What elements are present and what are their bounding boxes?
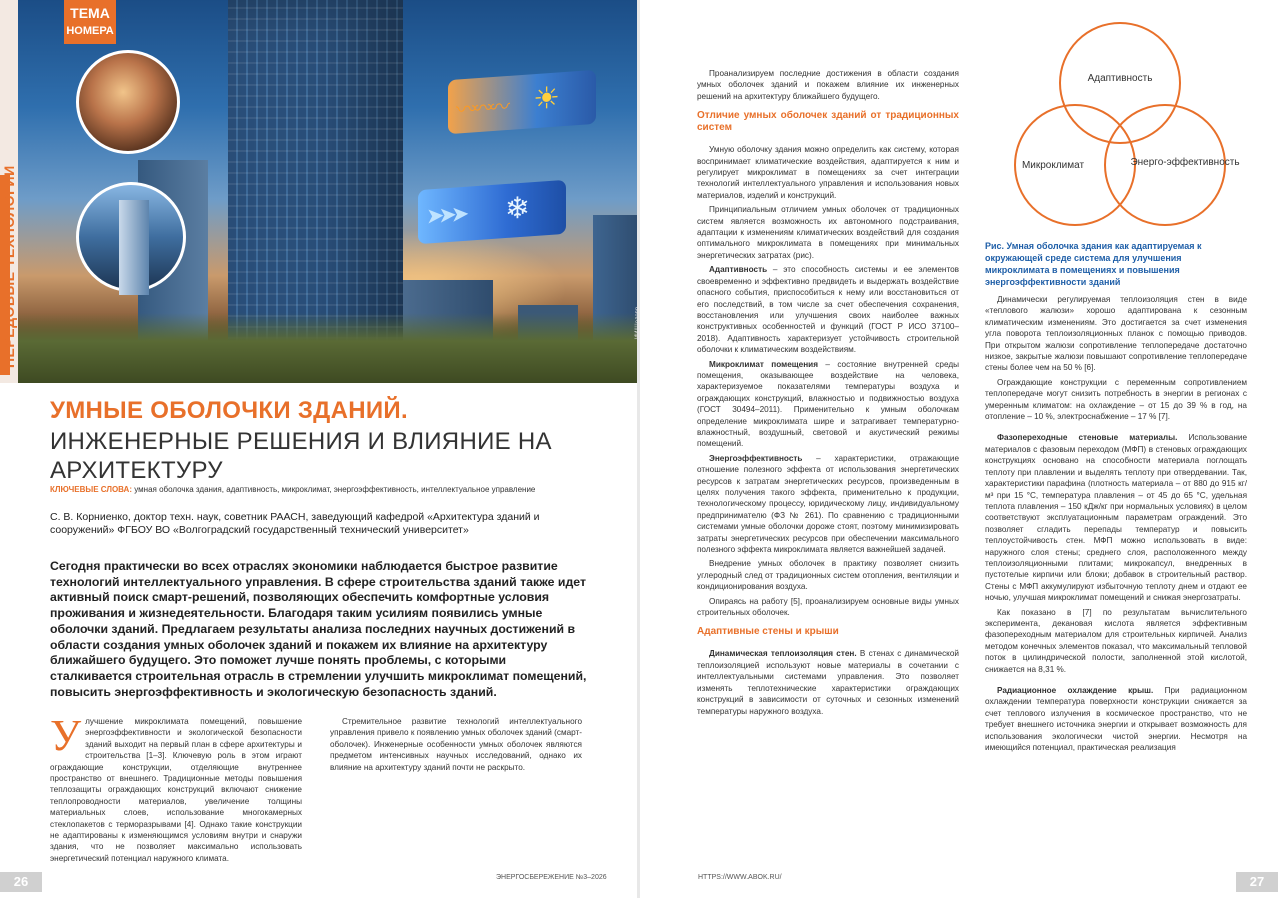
term: Энергоэффективность: [709, 453, 803, 463]
column-4: [985, 294, 1247, 756]
paragraph: Умную оболочку здания можно определить как систему, которая воспринимает климатические воздействия, адаптируется к ним и регулирует микроклимат в помещениях за счет интеграции технологий интеллектуального управления и использования новых материалов, изделий и конструкций.: [697, 145, 959, 200]
inset-image-atrium: [76, 50, 180, 154]
heat-panel: [448, 70, 596, 134]
keywords-label: КЛЮЧЕВЫЕ СЛОВА:: [50, 485, 132, 494]
lead-paragraph: Сегодня практически во всех отраслях экономики наблюдается быстрое развитие технологий интеллектуального управления. В сфере строительства зданий также идет активный поиск смарт-решений, позволяющих обеспечить комфортные условия проживания и жизнедеятельности. Благодаря таким усилиям появились умные оболочки зданий. Предлагаем результаты анализа последних научных достижений в области создания умных оболочек зданий и покажем их влияние на архитектуру ближайшего будущего. Это поможет лучше понять проблемы, с которыми сталкивается строительная отрасль в стремлении улучшить микроклимат помещений, повысить энергоэффективность и экологическую безопасность зданий.: [50, 559, 587, 699]
column-2: [330, 716, 582, 776]
drop-cap: У: [50, 711, 82, 760]
term: Радиационное охлаждение крыш.: [997, 686, 1154, 695]
paragraph: [697, 648, 959, 716]
right-page: [640, 0, 1278, 898]
section-vertical-label: ПЕРЕДОВЫЕ ТЕХНОЛОГИИ: [1, 165, 17, 368]
author: С. В. Корниенко, доктор техн. наук, советник РААСН, заведующий кафедрой «Архитектура зданий и сооружений» ФГБОУ ВО «Волгоградский государственный технический университет»: [50, 511, 540, 536]
term: Микроклимат помещения: [709, 359, 818, 369]
article-title: УМНЫЕ ОБОЛОЧКИ ЗДАНИЙ.: [50, 397, 408, 424]
venn-label-adaptivity: Адаптивность: [1087, 73, 1153, 84]
definition: – это способность системы и ее элементов своевременно и эффективно предвидеть и выдержать воздействие опасного события, приспособиться к нему или восстановиться от его последствий, в том числе за счет обеспечения сохранения, восстановления или улучшения своих наиболее важных конструктивных особенностей и функций (ГОСТ Р ИСО 37100–2018). Адаптивность характеризует устойчивость строительной оболочки к климатическим воздействиям.: [697, 265, 959, 355]
definition: В стенах с динамической теплоизоляцией используют новые материалы в сочетании с интеллектуальными системами управления. Это позволяет изменять теплотехнические характеристики ограждающих конструкций в зависимости от суточных и сезонных изменений температуры наружного воздуха.: [697, 649, 959, 716]
paragraph: [697, 264, 959, 355]
definition: – состояние внутренней среды помещения, оказывающее воздействие на человека, характеризуемое показателями температуры воздуха и ограждающих конструкций, влажностью и подвижностью воздуха (ГОСТ 30494–2011). Применительно к умным оболочкам определение микроклимата шире и затрагивает температурно-влажностный, воздушный, световой и акустический режимы помещений.: [697, 359, 959, 449]
caption-label: Рис.: [985, 241, 1005, 251]
term: Фазопереходные стеновые материалы.: [997, 433, 1178, 443]
keywords-text: умная оболочка здания, адаптивность, микроклимат, энергоэффективность, интеллектуальное управление: [134, 485, 536, 494]
paragraph: [985, 432, 1247, 603]
venn-diagram: [985, 5, 1247, 225]
paragraph: [697, 453, 959, 556]
keywords: [50, 485, 620, 494]
column-3: [697, 68, 959, 720]
caption-text: Умная оболочка здания как адаптируемая к окружающей среде система для улучшения микроклимата в помещениях и повышения энергоэффективности зданий: [985, 241, 1202, 287]
term: Динамическая теплоизоляция стен.: [709, 649, 857, 659]
cold-panel: [418, 180, 566, 244]
paragraph: Опираясь на работу [5], проанализируем основные виды умных строительных оболочек.: [697, 596, 959, 618]
section-heading: Адаптивные стены и крыши: [697, 626, 839, 638]
paragraph: [985, 685, 1247, 753]
paragraph: Проанализируем последние достижения в области создания умных оболочек зданий и покажем влияние их инженерных решений на архитектуру ближайшего будущего.: [697, 69, 959, 101]
definition: При радиационном охлаждении температура поверхности конструкции снижается за счет теплового излучения в космическое пространство, что не требует внешнего источника энергии и открывает возможность для использования экологически чистой энергии. Несмотря на имеющийся потенциал, практическая реализация: [985, 686, 1247, 753]
page-number: 27: [1236, 872, 1278, 892]
footer: HTTPS://WWW.ABOK.RU/: [698, 874, 782, 881]
definition: Использование материалов с фазовым переходом (МФП) в стеновых ограждающих конструкциях основано на способности материала поглощать теплоту при плавлении и выделять теплоту при отвердевании. Так, характеристики парафина (плотность материала – от 880 до 915 кг/м³ при 15 °С, температура плавления – от 45 до 65 °С, удельная теплота плавления – 150 кДж/кг при нормальных условиях) в целом соответствуют эксплуатационным параметрам ограждений. Это позволяет сгладить перепады температур и повысить теплоустойчивость стен. МФП можно использовать в виде: наружного слоя стены; среднего слоя, расположенного между теплоизоляционными плитами; микрокапсул, внедренных в пустотелые кирпичи или блоки; добавок в строительный раствор. Стены с МФП аккумулируют избыточную теплоту днем и отдают ее ночью, улучшая микроклимат помещений и снижая энергозатраты.: [985, 433, 1247, 603]
left-page: [0, 0, 638, 898]
tag-line2: НОМЕРА: [66, 25, 114, 37]
figure-caption: [985, 240, 1247, 288]
term: Адаптивность: [709, 265, 768, 275]
paragraph: лучшение микроклимата помещений, повышение энергоэффективности и экологической безопасности зданий выходит на первый план в сфере архитектуры и строительства [1–3]. Ключевую роль в этом играют ограждающие конструкции, отделяющие внутреннее пространство от внешнего. Традиционные методы повышения теплозащиты ограждающих конструкций включают снижение теплопроводности материалов, увеличение толщины материальных слоев, использование многокамерных стеклопакетов с терморазрывами [4]. Однако такие конструкции не адаптированы к изменяющимся условиям внутри и снаружи здания, что не позволяет максимально использовать энергетический потенциал наружного климата.: [50, 717, 302, 863]
snowflake-icon: ❄: [504, 191, 530, 227]
inset-image-tower: [76, 182, 186, 292]
section-tag: [64, 0, 116, 44]
side-strip-lower: [0, 383, 18, 898]
heat-waves-icon: 〰〰〰: [456, 94, 505, 123]
paragraph: Стремительное развитие технологий интеллектуального управления привело к появлению умных оболочек зданий (смарт-оболочек). Инженерные особенности умных оболочек являются предметом интенсивных научных исследований, однако их влияние на архитектуру зданий почти не раскрыто.: [330, 717, 582, 772]
paragraph: [697, 359, 959, 450]
paragraph: Принципиальным отличием умных оболочек от традиционных систем является возможность их автономного подстраивания, адаптации к изменениям климатических воздействий для создания оптимального микроклимата в помещениях при минимальных энергетических затратах (рис).: [697, 205, 959, 260]
venn-label-microclimate: Микроклимат: [1021, 160, 1085, 171]
tag-line1: ТЕМА: [70, 5, 110, 21]
arrows-icon: ➤➤➤: [426, 201, 464, 229]
column-1: [50, 711, 302, 864]
definition: – характеристики, отражающие отношение полезного эффекта от использования энергетических ресурсов к затратам энергетических ресурсов, произведенным в целях получения такого эффекта, применительно к продукции, технологическому процессу, юридическому лицу, индивидуальному предпринимателю (ФЗ № 261). По сравнению с традиционными системами умные оболочки дороже стоят, поэтому минимизировать затраты энергетических ресурсов при обеспечении максимального полезного эффекта микроклимата является важнейшей задачей.: [697, 453, 959, 555]
paragraph: Динамически регулируемая теплоизоляция стен в виде «теплового жалюзи» хорошо адаптирована к сезонным климатическим изменениям. Это достигается за счет изменения угла поворота теплоизоляционных планок с помощью приводов. При открытом жалюзи сопротивление теплопередаче достаточно низкое, закрытые жалюзи повышают сопротивление теплопередаче стены более чем на 50 % [6].: [985, 295, 1247, 373]
paragraph: Внедрение умных оболочек в практику позволяет снизить углеродный след от традиционных систем отопления, вентиляции и кондиционирования воздуха.: [697, 559, 959, 592]
page-number: 26: [0, 872, 42, 892]
sun-icon: ☀: [533, 81, 560, 117]
ground: [18, 313, 640, 383]
hero-image: [18, 0, 640, 383]
section-heading: Отличие умных оболочек зданий от традиционных систем: [697, 110, 959, 134]
paragraph: Ограждающие конструкции с переменным сопротивлением теплопередаче могут снизить потребность в энергии в регионах с умеренным климатом: на охлаждение – от 15 до 39 % в год, на отопление – 10 %, электроснабжение – 17 % [7].: [985, 377, 1247, 422]
article-subtitle: ИНЖЕНЕРНЫЕ РЕШЕНИЯ И ВЛИЯНИЕ НА АРХИТЕКТУРУ: [50, 428, 552, 484]
paragraph: Как показано в [7] по результатам вычислительного эксперимента, декановая кислота является эффективным фазопереходным материалом для строительных кирпичей. Анализ методом конечных элементов показал, что максимальный тепловой поток в цилиндрической полости, заполненной этой кислотой, снижается на 8,31 %.: [985, 607, 1247, 674]
footer: ЭНЕРГОСБЕРЕЖЕНИЕ №3–2026: [496, 874, 607, 881]
venn-label-efficiency: Энерго-эффективность: [1130, 157, 1240, 168]
